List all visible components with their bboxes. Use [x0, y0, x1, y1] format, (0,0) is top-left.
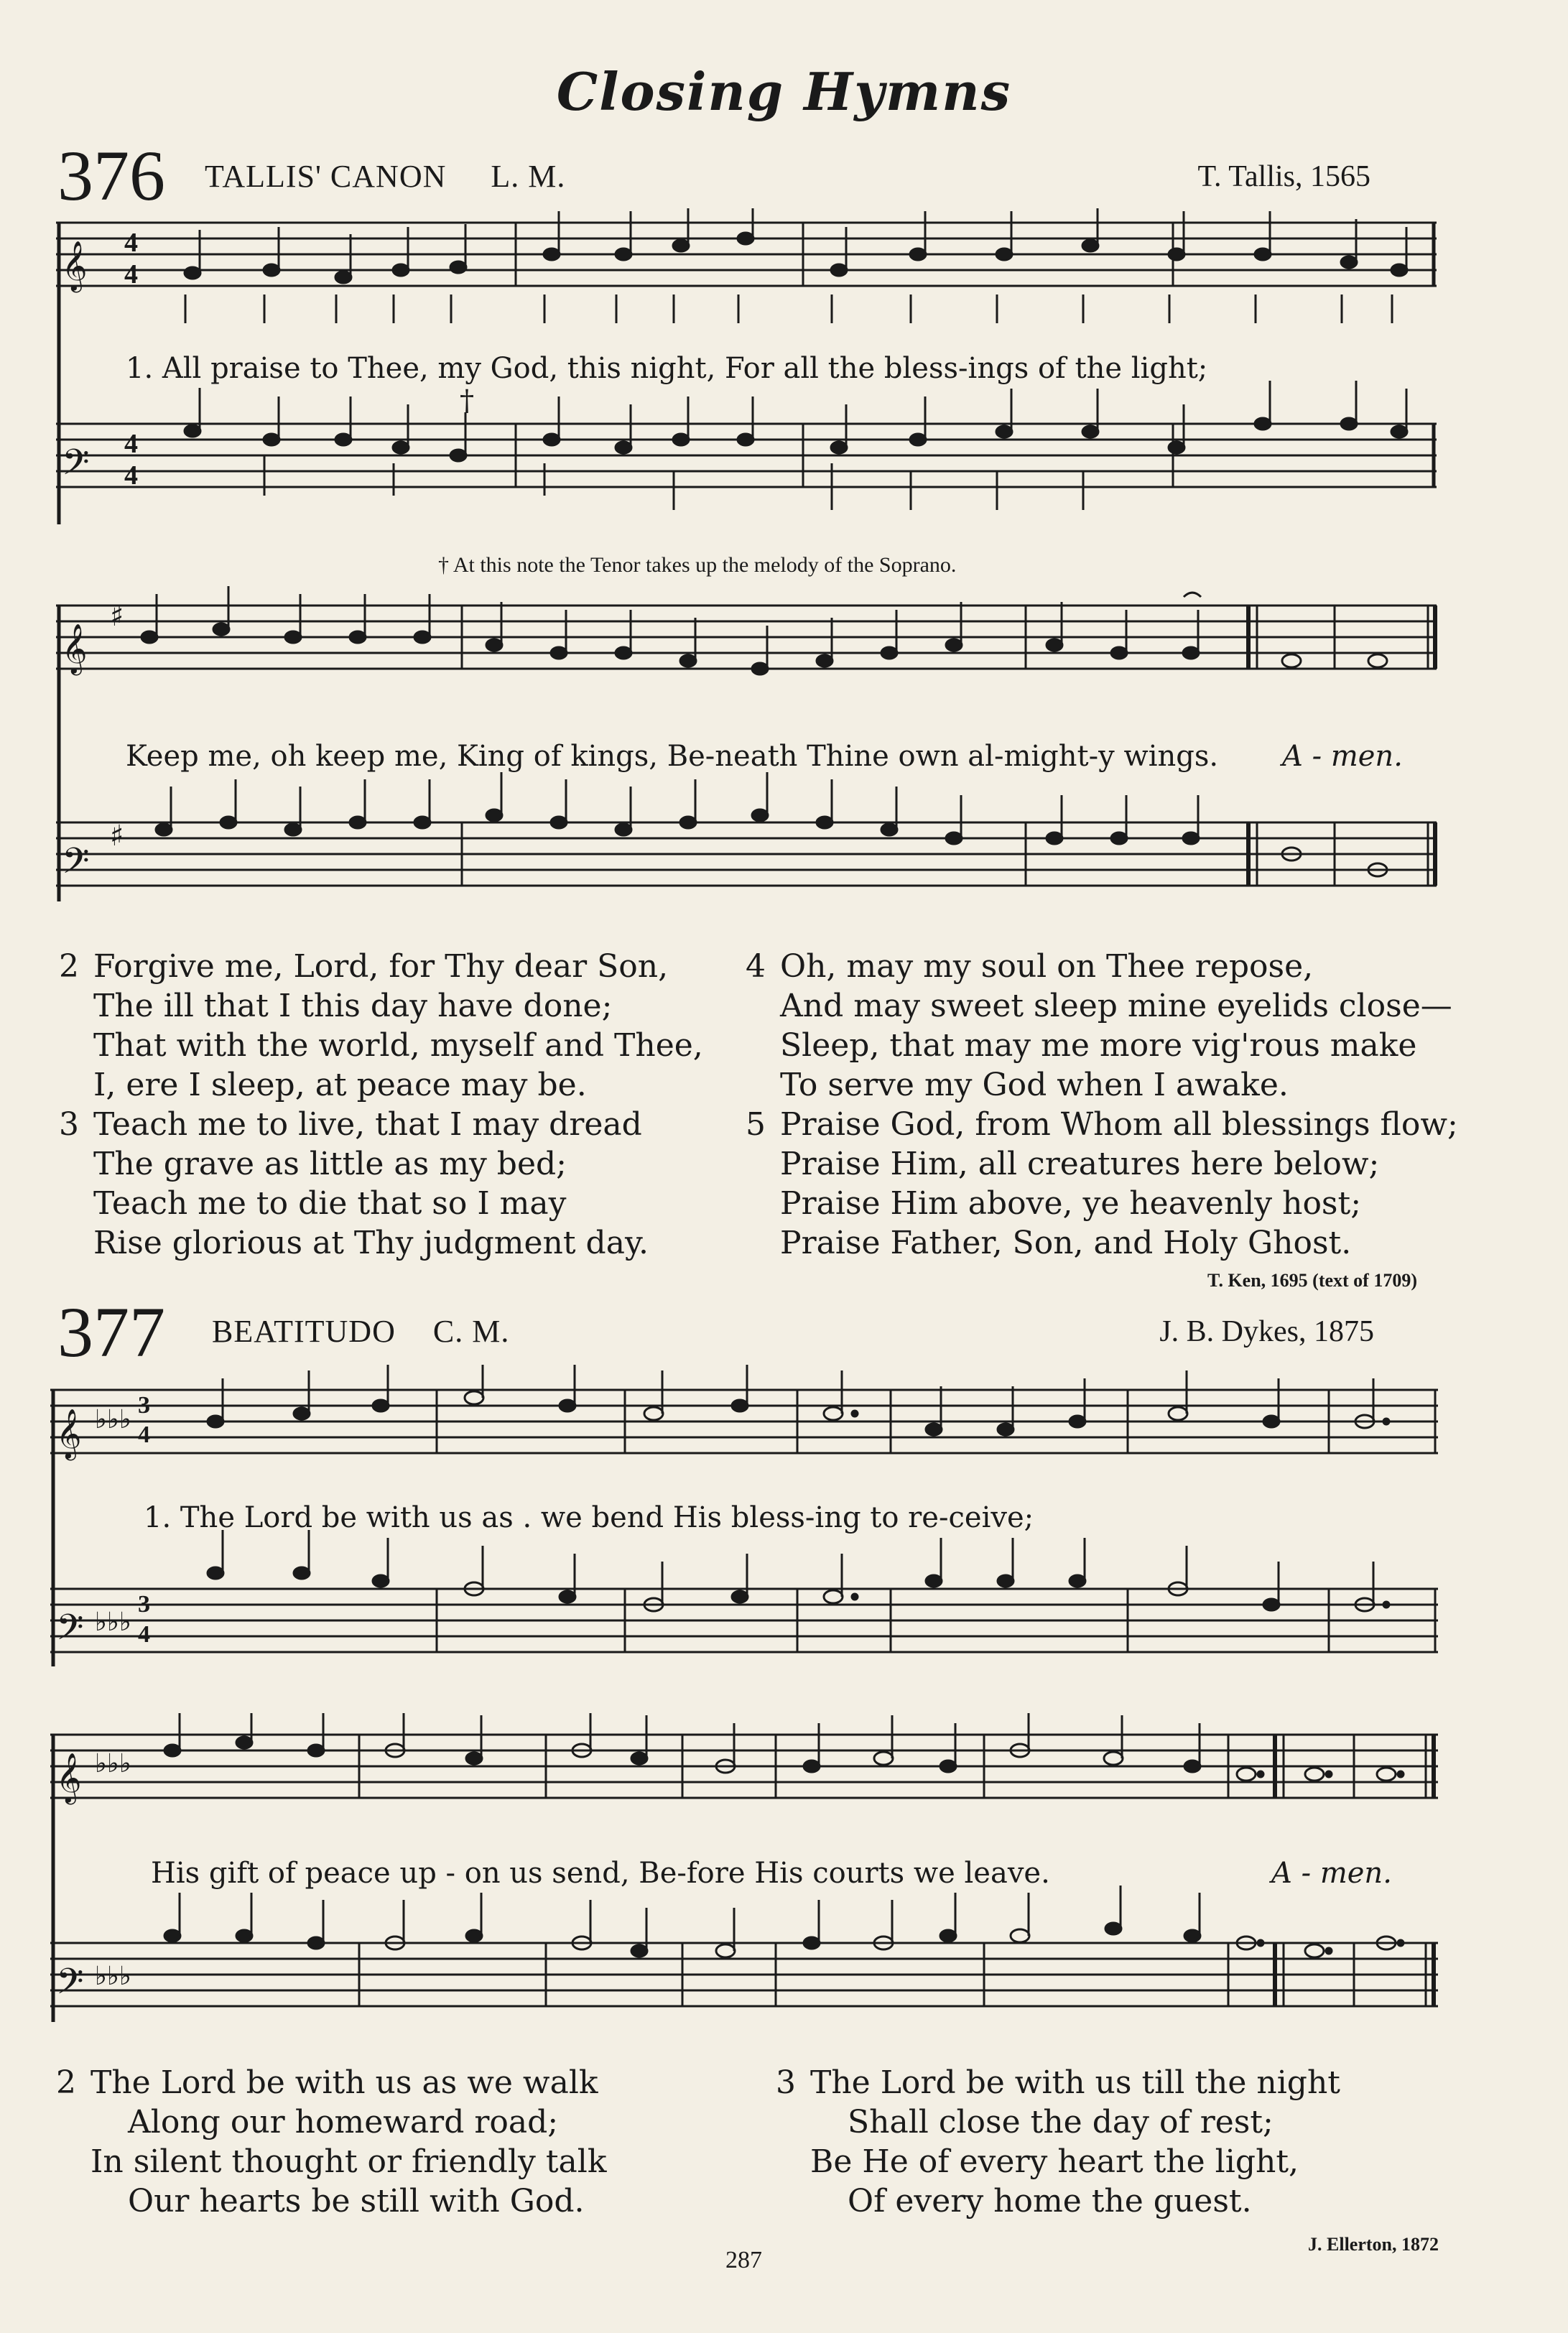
hymn-376-tenor-mark: †	[460, 384, 474, 417]
hymn-377-meter: C. M.	[432, 1314, 510, 1349]
hymn-376-amen: A - men.	[1282, 740, 1403, 773]
hymn-377-credit: J. Ellerton, 1872	[1308, 2234, 1439, 2255]
verse-line: 3 Teach me to live, that I may dread	[59, 1106, 642, 1143]
bass-clef-icon: 𝄢	[62, 442, 90, 492]
verse-line: Praise Him above, ye heavenly host;	[780, 1185, 1362, 1222]
hymn-377-lyric-line-1: 1. The Lord be with us as . we bend His bless-ing to re-ceive;	[144, 1501, 1034, 1534]
hymn-377-composer: J. B. Dykes, 1875	[1159, 1315, 1374, 1348]
verse-line: And may sweet sleep mine eyelids close—	[780, 988, 1452, 1024]
verse-line: Of every home the guest.	[848, 2183, 1252, 2220]
svg-text:4: 4	[138, 1421, 150, 1448]
verse-line: Praise Him, all creatures here below;	[780, 1146, 1380, 1182]
svg-text:♭♭♭: ♭♭♭	[95, 1962, 131, 1991]
hymn-376-tune-name: TALLIS' CANON	[205, 159, 447, 194]
svg-text:3: 3	[138, 1591, 150, 1618]
svg-text:𝄢: 𝄢	[56, 1961, 84, 2011]
svg-text:♭♭♭: ♭♭♭	[95, 1608, 131, 1637]
verse-line: 2 Forgive me, Lord, for Thy dear Son,	[59, 948, 669, 985]
verse-line: I, ere I sleep, at peace may be.	[93, 1067, 587, 1103]
hymn-376-lyric-line-2: Keep me, oh keep me, King of kings, Be-neath Thine own al-might-y wings.	[126, 740, 1219, 773]
svg-text:♭♭♭: ♭♭♭	[95, 1749, 131, 1778]
hymn-377-number: 377	[57, 1292, 165, 1372]
hymn-376-lyric-line-1: 1. All praise to Thee, my God, this night, For all the bless-ings of the light;	[126, 352, 1208, 385]
page-number: 287	[725, 2247, 762, 2273]
svg-text:♭♭♭: ♭♭♭	[95, 1405, 131, 1434]
svg-text:𝄞: 𝄞	[56, 1753, 82, 1803]
svg-text:4: 4	[124, 460, 138, 491]
svg-text:𝄞: 𝄞	[62, 623, 88, 674]
hymn-376-verses-left	[59, 947, 703, 1263]
svg-text:4: 4	[124, 228, 138, 258]
svg-text:3: 3	[138, 1392, 150, 1419]
hymn-376-number: 376	[57, 136, 165, 215]
verse-line: Rise glorious at Thy judgment day.	[93, 1225, 649, 1261]
hymn-376-credit: T. Ken, 1695 (text of 1709)	[1207, 1270, 1417, 1291]
verse-line: Sleep, that may me more vig'rous make	[780, 1027, 1417, 1064]
treble-clef-icon: 𝄞	[62, 241, 88, 291]
verse-line: 5 Praise God, from Whom all blessings flow;	[746, 1106, 1458, 1143]
verse-line: Shall close the day of rest;	[848, 2104, 1274, 2140]
hymn-377-tune-name: BEATITUDO	[212, 1314, 396, 1349]
verse-line: The grave as little as my bed;	[93, 1146, 567, 1182]
verse-line: That with the world, myself and Thee,	[93, 1027, 703, 1064]
svg-text:4: 4	[138, 1621, 150, 1648]
svg-text:4: 4	[124, 259, 138, 289]
hymn-376-verses-right	[746, 947, 1458, 1263]
verse-line: Teach me to die that so I may	[93, 1185, 567, 1222]
hymn-377-tune	[212, 1313, 509, 1350]
verse-line: Our hearts be still with God.	[128, 2183, 585, 2220]
hymn-377-verses-left	[56, 2063, 607, 2221]
hymn-376-tune	[205, 158, 565, 195]
page-header: Closing Hymns	[556, 61, 1012, 122]
svg-text:𝄢: 𝄢	[56, 1607, 84, 1657]
verse-line: 2 The Lord be with us as we walk	[56, 2064, 598, 2101]
verse-line: Be He of every heart the light,	[810, 2143, 1299, 2180]
hymn-377-verses-right	[776, 2063, 1340, 2221]
svg-text:𝄞: 𝄞	[56, 1409, 82, 1459]
svg-text:4: 4	[124, 429, 138, 459]
hymn-377-amen: A - men.	[1271, 1857, 1392, 1890]
svg-text:♯: ♯	[110, 820, 124, 853]
verse-line: In silent thought or friendly talk	[91, 2143, 607, 2180]
hymn-376-footnote: † At this note the Tenor takes up the melody of the Soprano.	[438, 553, 957, 577]
verse-line: Praise Father, Son, and Holy Ghost.	[780, 1225, 1352, 1261]
verse-line: To serve my God when I awake.	[780, 1067, 1289, 1103]
verse-line: Along our homeward road;	[128, 2104, 559, 2140]
verse-line: 4 Oh, may my soul on Thee repose,	[746, 948, 1314, 985]
svg-text:𝄢: 𝄢	[62, 840, 90, 891]
verse-line: The ill that I this day have done;	[93, 988, 613, 1024]
verse-line: 3 The Lord be with us till the night	[776, 2064, 1340, 2101]
hymn-376-meter: L. M.	[491, 159, 566, 194]
svg-text:♯: ♯	[110, 600, 124, 633]
hymn-377-lyric-line-2: His gift of peace up - on us send, Be-fore His courts we leave.	[151, 1857, 1050, 1890]
hymn-376-composer: T. Tallis, 1565	[1197, 160, 1370, 193]
